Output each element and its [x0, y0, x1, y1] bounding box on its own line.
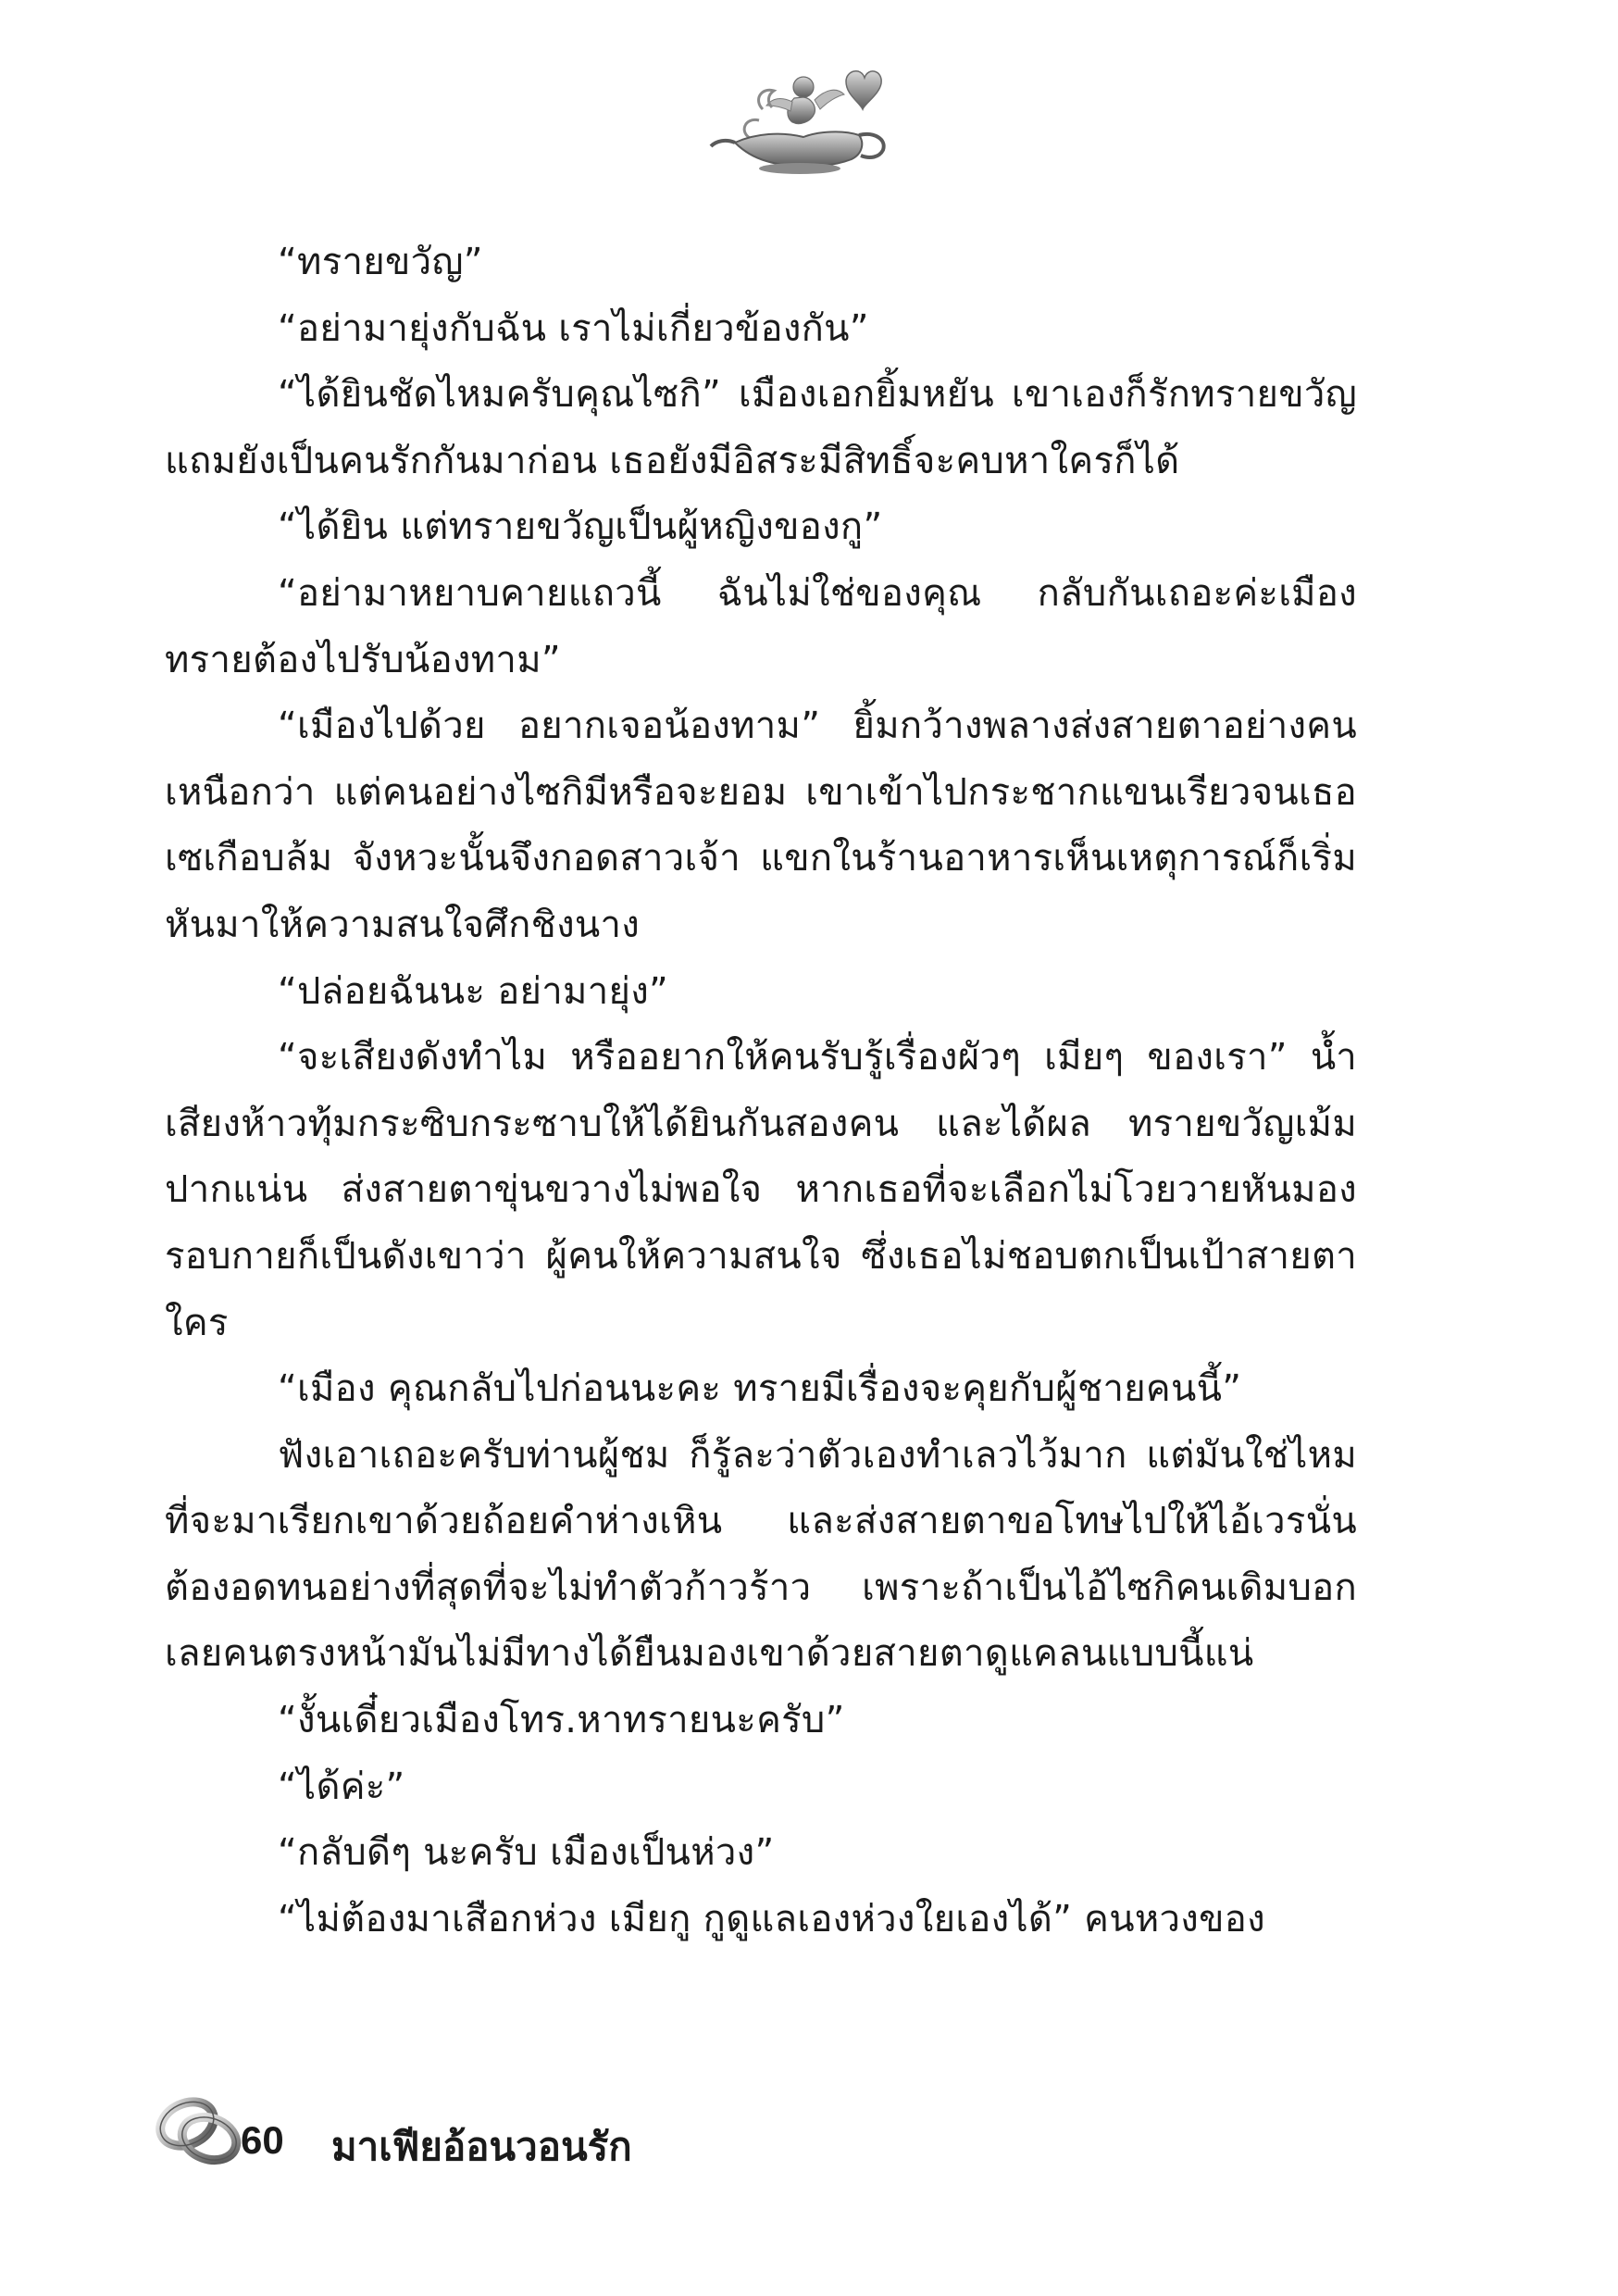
paragraph: “ไม่ต้องมาเสือกห่วง เมียกู กูดูแลเองห่วงใยเองได้” คนหวงของ [278, 1897, 1265, 1940]
paragraph: “ได้ค่ะ” [278, 1765, 405, 1808]
paragraph: “อย่ามายุ่งกับฉัน เราไม่เกี่ยวข้องกัน” [278, 306, 869, 350]
paragraph: “เมือง คุณกลับไปก่อนนะคะ ทรายมีเรื่องจะคุยกับผู้ชายคนนี้” [278, 1367, 1242, 1411]
page-number: 60 [241, 2118, 284, 2162]
paragraph: “กลับดีๆ นะครับ เมืองเป็นห่วง” [278, 1831, 775, 1875]
body-text [165, 230, 1357, 1953]
paragraph: “เมืองไปด้วย อยากเจอน้องทาม” ยิ้มกว้างพลางส่งสายตาอย่างคนเหนือกว่า แต่คนอย่างไซกิมีหรือจะยอม เขาเข้าไปกระชากแขนเรียวจนเธอเซเกือบล้ม จังหวะนั้นจึงกอดสาวเจ้า แขกในร้านอาหารเห็นเหตุการณ์ก็เริ่มหันมาให้ความสนใจศึกชิงนาง [165, 705, 1357, 946]
paragraph: “งั้นเดี๋ยวเมืองโทร.หาทรายนะครับ” [278, 1699, 845, 1742]
cupid-teapot-icon [707, 54, 902, 183]
paragraph: “จะเสียงดังทำไม หรืออยากให้คนรับรู้เรื่องผัวๆ เมียๆ ของเรา” น้ำเสียงห้าวทุ้มกระซิบกระซาบให้ได้ยินกันสองคน และได้ผล ทรายขวัญเม้มปากแน่น ส่งสายตาขุ่นขวางไม่พอใจ หากเธอที่จะเลือกไม่โวยวายหันมองรอบกายก็เป็นดังเขาว่า ผู้คนให้ความสนใจ ซึ่งเธอไม่ชอบตกเป็นเป้าสายตาใคร [165, 1036, 1357, 1344]
paragraph: “ปล่อยฉันนะ อย่ามายุ่ง” [278, 969, 669, 1013]
page-footer [148, 2081, 981, 2183]
book-title: มาเฟียอ้อนวอนรัก [331, 2124, 632, 2169]
paragraph: “ได้ยินชัดไหมครับคุณไซกิ” เมืองเอกยิ้มหยัน เขาเองก็รักทรายขวัญ แถมยังเป็นคนรักกันมาก่อน เธอยังมีอิสระมีสิทธิ์จะคบหาใครก็ได้ [165, 373, 1357, 482]
paragraph: “ทรายขวัญ” [278, 241, 483, 283]
paragraph: ฟังเอาเถอะครับท่านผู้ชม ก็รู้ละว่าตัวเองทำเลวไว้มาก แต่มันใช่ไหมที่จะมาเรียกเขาด้วยถ้อยคำห่างเหิน และส่งสายตาขอโทษไปให้ไอ้เวรนั่นต้องอดทนอย่างที่สุดที่จะไม่ทำตัวก้าวร้าว เพราะถ้าเป็นไอ้ไซกิคนเดิมบอกเลยคนตรงหน้ามันไม่มีทางได้ยืนมองเขาด้วยสายตาดูแคลนแบบนี้แน่ [165, 1433, 1357, 1676]
paragraph: “ได้ยิน แต่ทรายขวัญเป็นผู้หญิงของกู” [278, 505, 883, 549]
wedding-rings-icon [148, 2081, 252, 2183]
paragraph: “อย่ามาหยาบคายแถวนี้ ฉันไม่ใช่ของคุณ กลับกันเถอะค่ะเมือง ทรายต้องไปรับน้องทาม” [165, 571, 1357, 681]
